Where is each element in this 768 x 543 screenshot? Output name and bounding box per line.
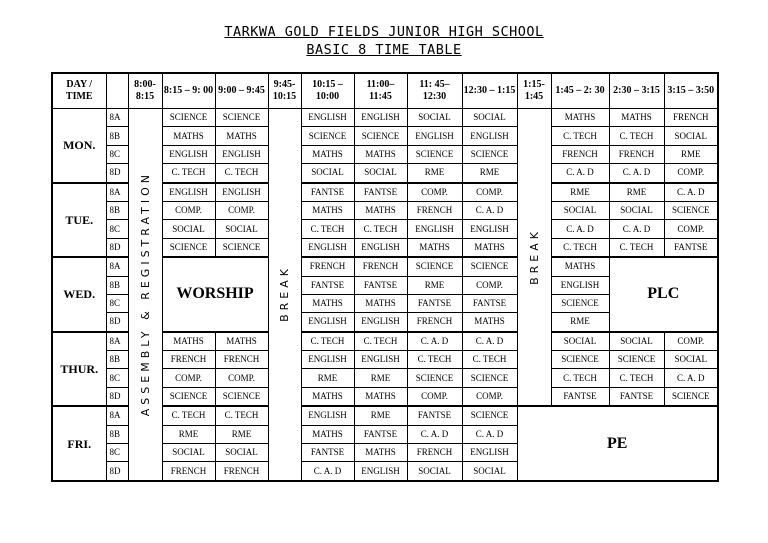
- class-label: 8B: [106, 201, 128, 219]
- break-label: BREAK: [278, 264, 291, 322]
- subject-cell: MATHS: [301, 425, 354, 443]
- subject-cell: ENGLISH: [354, 462, 407, 481]
- class-label: 8C: [106, 294, 128, 312]
- subject-cell: FRENCH: [551, 145, 609, 163]
- header-time-8: 1:15- 1:45: [517, 73, 551, 109]
- subject-cell: MATHS: [162, 332, 215, 351]
- subject-cell: MATHS: [354, 201, 407, 219]
- subject-cell: SOCIAL: [407, 462, 462, 481]
- subject-cell: COMP.: [664, 164, 718, 183]
- subject-cell: SOCIAL: [462, 109, 517, 127]
- subject-cell: C. TECH: [609, 238, 664, 257]
- subject-cell: COMP.: [215, 201, 268, 219]
- subject-cell: C. A. D: [551, 164, 609, 183]
- subject-cell: C. TECH: [301, 220, 354, 238]
- subject-cell: RME: [354, 369, 407, 387]
- subject-cell: SOCIAL: [551, 332, 609, 351]
- header-row: [52, 73, 718, 109]
- subject-cell: RME: [407, 164, 462, 183]
- subject-cell: RME: [609, 183, 664, 202]
- break-column-1: [268, 109, 301, 481]
- header-time-11: 3:15 – 3:50: [664, 73, 718, 109]
- subject-cell: FANTSE: [354, 425, 407, 443]
- header-time-7: 12:30 – 1:15: [462, 73, 517, 109]
- subject-cell: C. A. D: [462, 201, 517, 219]
- subject-cell: ENGLISH: [407, 220, 462, 238]
- subject-cell: SOCIAL: [215, 444, 268, 462]
- header-time-9: 1:45 – 2: 30: [551, 73, 609, 109]
- subject-cell: FRENCH: [407, 201, 462, 219]
- subject-cell: COMP.: [162, 201, 215, 219]
- subject-cell: COMP.: [462, 387, 517, 406]
- day-label: MON.: [52, 109, 106, 183]
- subject-cell: SCIENCE: [462, 369, 517, 387]
- subject-cell: C. A. D: [407, 425, 462, 443]
- subject-cell: ENGLISH: [301, 351, 354, 369]
- subject-cell: COMP.: [162, 369, 215, 387]
- subject-cell: MATHS: [354, 294, 407, 312]
- class-label: 8A: [106, 332, 128, 351]
- subject-cell: MATHS: [609, 109, 664, 127]
- subject-cell: C. TECH: [354, 332, 407, 351]
- break-label: BREAK: [527, 227, 541, 285]
- subject-cell: C. TECH: [462, 351, 517, 369]
- subject-cell: FRENCH: [664, 109, 718, 127]
- class-label: 8C: [106, 220, 128, 238]
- subject-cell: MATHS: [215, 127, 268, 145]
- subject-cell: RME: [664, 145, 718, 163]
- subject-cell: SCIENCE: [664, 201, 718, 219]
- subject-cell: SCIENCE: [664, 387, 718, 406]
- class-label: 8C: [106, 369, 128, 387]
- header-day-time: DAY / TIME: [52, 73, 106, 109]
- worship-cell: WORSHIP: [162, 257, 268, 332]
- subject-cell: COMP.: [215, 369, 268, 387]
- subject-cell: SCIENCE: [551, 351, 609, 369]
- subject-cell: MATHS: [301, 294, 354, 312]
- subject-cell: ENGLISH: [301, 109, 354, 127]
- subject-cell: SOCIAL: [215, 220, 268, 238]
- subject-cell: SCIENCE: [551, 294, 609, 312]
- timetable: [51, 72, 719, 482]
- header-time-6: 11: 45– 12:30: [407, 73, 462, 109]
- subject-cell: RME: [462, 164, 517, 183]
- subject-cell: ENGLISH: [301, 313, 354, 332]
- subject-cell: FANTSE: [664, 238, 718, 257]
- subject-cell: C. A. D: [609, 220, 664, 238]
- subject-cell: C. A. D: [664, 369, 718, 387]
- subject-cell: SCIENCE: [354, 127, 407, 145]
- day-label: THUR.: [52, 332, 106, 407]
- subject-cell: MATHS: [462, 238, 517, 257]
- subject-cell: RME: [354, 406, 407, 425]
- subject-cell: ENGLISH: [354, 313, 407, 332]
- subject-cell: C. TECH: [354, 220, 407, 238]
- subject-cell: MATHS: [301, 201, 354, 219]
- subject-cell: C. TECH: [301, 332, 354, 351]
- plc-cell: PLC: [609, 257, 718, 332]
- day-label: WED.: [52, 257, 106, 332]
- subject-cell: RME: [162, 425, 215, 443]
- subject-cell: RME: [551, 183, 609, 202]
- subject-cell: FRENCH: [407, 444, 462, 462]
- class-label: 8A: [106, 257, 128, 276]
- subject-cell: C. TECH: [551, 369, 609, 387]
- subject-cell: MATHS: [301, 145, 354, 163]
- subject-cell: FANTSE: [354, 276, 407, 294]
- subject-cell: SOCIAL: [664, 351, 718, 369]
- subject-cell: SCIENCE: [462, 406, 517, 425]
- subject-cell: RME: [215, 425, 268, 443]
- subject-cell: ENGLISH: [462, 444, 517, 462]
- subject-cell: ENGLISH: [301, 406, 354, 425]
- school-title: TARKWA GOLD FIELDS JUNIOR HIGH SCHOOL: [224, 24, 544, 40]
- subject-cell: FANTSE: [551, 387, 609, 406]
- assembly-label: ASSEMBLY & REGISTRATION: [138, 170, 152, 417]
- class-label: 8A: [106, 183, 128, 202]
- subject-cell: RME: [407, 276, 462, 294]
- subject-cell: ENGLISH: [462, 127, 517, 145]
- subject-cell: SOCIAL: [407, 109, 462, 127]
- subject-cell: FRENCH: [407, 313, 462, 332]
- subject-cell: FANTSE: [301, 276, 354, 294]
- subject-cell: C. TECH: [162, 164, 215, 183]
- class-label: 8C: [106, 444, 128, 462]
- subject-cell: C. TECH: [551, 127, 609, 145]
- subject-cell: C. A. D: [301, 462, 354, 481]
- subject-cell: FRENCH: [215, 462, 268, 481]
- subject-cell: MATHS: [551, 109, 609, 127]
- subject-cell: COMP.: [407, 183, 462, 202]
- subject-cell: C. A. D: [462, 332, 517, 351]
- header-time-1: 8:15 – 9: 00: [162, 73, 215, 109]
- subject-cell: SCIENCE: [215, 109, 268, 127]
- table-row: [52, 109, 718, 127]
- subject-cell: COMP.: [664, 332, 718, 351]
- subject-cell: C. TECH: [162, 406, 215, 425]
- subject-cell: ENGLISH: [301, 238, 354, 257]
- subject-cell: COMP.: [407, 387, 462, 406]
- subject-cell: MATHS: [354, 387, 407, 406]
- class-label: 8C: [106, 145, 128, 163]
- subject-cell: SCIENCE: [462, 145, 517, 163]
- subject-cell: C. TECH: [609, 369, 664, 387]
- subject-cell: ENGLISH: [551, 276, 609, 294]
- subject-cell: ENGLISH: [215, 145, 268, 163]
- subject-cell: FANTSE: [301, 444, 354, 462]
- subject-cell: MATHS: [407, 238, 462, 257]
- subject-cell: SCIENCE: [215, 238, 268, 257]
- class-label: 8B: [106, 276, 128, 294]
- subject-cell: FRENCH: [215, 351, 268, 369]
- subject-cell: FANTSE: [609, 387, 664, 406]
- subject-cell: MATHS: [301, 387, 354, 406]
- subject-cell: COMP.: [664, 220, 718, 238]
- subject-cell: FANTSE: [301, 183, 354, 202]
- subject-cell: MATHS: [551, 257, 609, 276]
- subject-cell: SCIENCE: [407, 257, 462, 276]
- subject-cell: SCIENCE: [609, 351, 664, 369]
- subject-cell: SOCIAL: [664, 127, 718, 145]
- subject-cell: SCIENCE: [462, 257, 517, 276]
- subject-cell: SCIENCE: [162, 238, 215, 257]
- assembly-registration-column: [128, 109, 162, 481]
- timetable-subtitle: BASIC 8 TIME TABLE: [306, 42, 462, 58]
- subject-cell: FRENCH: [162, 462, 215, 481]
- subject-cell: MATHS: [354, 444, 407, 462]
- subject-cell: SCIENCE: [301, 127, 354, 145]
- class-label: 8B: [106, 127, 128, 145]
- class-label: 8B: [106, 351, 128, 369]
- subject-cell: ENGLISH: [162, 145, 215, 163]
- break-column-2: [517, 109, 551, 407]
- subject-cell: SCIENCE: [162, 387, 215, 406]
- class-label: 8D: [106, 238, 128, 257]
- subject-cell: COMP.: [462, 276, 517, 294]
- subject-cell: FANTSE: [462, 294, 517, 312]
- subject-cell: MATHS: [354, 145, 407, 163]
- header-class: [106, 73, 128, 109]
- subject-cell: C. TECH: [215, 164, 268, 183]
- subject-cell: MATHS: [162, 127, 215, 145]
- subject-cell: SOCIAL: [354, 164, 407, 183]
- subject-cell: MATHS: [462, 313, 517, 332]
- subject-cell: FANTSE: [407, 294, 462, 312]
- class-label: 8D: [106, 164, 128, 183]
- subject-cell: C. A. D: [664, 183, 718, 202]
- subject-cell: SCIENCE: [407, 145, 462, 163]
- subject-cell: SOCIAL: [162, 444, 215, 462]
- subject-cell: ENGLISH: [354, 109, 407, 127]
- subject-cell: FRENCH: [162, 351, 215, 369]
- subject-cell: MATHS: [215, 332, 268, 351]
- subject-cell: ENGLISH: [462, 220, 517, 238]
- subject-cell: ENGLISH: [354, 351, 407, 369]
- subject-cell: SCIENCE: [162, 109, 215, 127]
- subject-cell: C. TECH: [551, 238, 609, 257]
- header-time-0: 8:00- 8:15: [128, 73, 162, 109]
- class-label: 8D: [106, 313, 128, 332]
- subject-cell: FRENCH: [301, 257, 354, 276]
- class-label: 8D: [106, 462, 128, 481]
- subject-cell: SOCIAL: [462, 462, 517, 481]
- subject-cell: C. A. D: [609, 164, 664, 183]
- subject-cell: SOCIAL: [551, 201, 609, 219]
- subject-cell: SCIENCE: [407, 369, 462, 387]
- subject-cell: ENGLISH: [215, 183, 268, 202]
- class-label: 8B: [106, 425, 128, 443]
- subject-cell: SOCIAL: [162, 220, 215, 238]
- subject-cell: ENGLISH: [407, 127, 462, 145]
- header-time-5: 11:00– 11:45: [354, 73, 407, 109]
- day-label: TUE.: [52, 183, 106, 258]
- header-time-2: 9:00 – 9:45: [215, 73, 268, 109]
- subject-cell: RME: [301, 369, 354, 387]
- subject-cell: SOCIAL: [609, 201, 664, 219]
- subject-cell: C. A. D: [407, 332, 462, 351]
- subject-cell: C. TECH: [215, 406, 268, 425]
- subject-cell: C. TECH: [609, 127, 664, 145]
- subject-cell: RME: [551, 313, 609, 332]
- subject-cell: ENGLISH: [354, 238, 407, 257]
- header-time-3: 9:45- 10:15: [268, 73, 301, 109]
- day-label: FRI.: [52, 406, 106, 481]
- subject-cell: C. TECH: [407, 351, 462, 369]
- class-label: 8D: [106, 387, 128, 406]
- subject-cell: C. A. D: [551, 220, 609, 238]
- header-time-4: 10:15 – 10:00: [301, 73, 354, 109]
- subject-cell: COMP.: [462, 183, 517, 202]
- header-time-10: 2:30 – 3:15: [609, 73, 664, 109]
- subject-cell: SCIENCE: [215, 387, 268, 406]
- class-label: 8A: [106, 109, 128, 127]
- subject-cell: FRENCH: [609, 145, 664, 163]
- subject-cell: FRENCH: [354, 257, 407, 276]
- pe-cell: PE: [517, 406, 718, 481]
- class-label: 8A: [106, 406, 128, 425]
- subject-cell: SOCIAL: [301, 164, 354, 183]
- subject-cell: ENGLISH: [162, 183, 215, 202]
- subject-cell: SOCIAL: [609, 332, 664, 351]
- subject-cell: FANTSE: [354, 183, 407, 202]
- subject-cell: C. A. D: [462, 425, 517, 443]
- subject-cell: FANTSE: [407, 406, 462, 425]
